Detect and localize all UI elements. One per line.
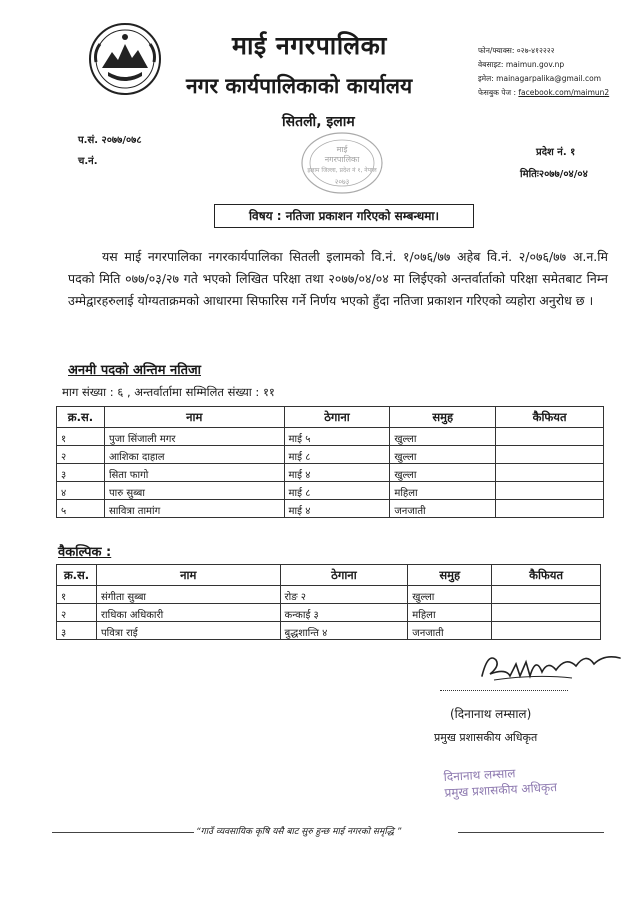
signature-line xyxy=(440,690,568,691)
column-header: नाम xyxy=(104,407,284,428)
facebook-line xyxy=(478,86,609,100)
name-cell: संगीता सुब्बा xyxy=(96,586,280,604)
address-cell: माई ८ xyxy=(284,482,390,500)
address-cell: कन्काई ३ xyxy=(280,604,408,622)
group-cell: खुल्ला xyxy=(408,586,492,604)
subject-box: विषय : नतिजा प्रकाशन गरिएको सम्बन्धमा। xyxy=(214,204,474,228)
serial-cell: ३ xyxy=(57,464,105,482)
table-row xyxy=(57,482,604,500)
signer-title: प्रमुख प्रशासकीय अधिकृत xyxy=(434,731,538,744)
stamp-title: प्रमुख प्रशासकीय अधिकृत xyxy=(444,780,558,800)
remarks-cell xyxy=(496,428,604,446)
column-header: कैफियत xyxy=(496,407,604,428)
column-header: क्र.स. xyxy=(57,407,105,428)
seal-line-4: २०७३ xyxy=(334,178,350,186)
group-cell: खुल्ला xyxy=(390,446,496,464)
remarks-cell xyxy=(492,604,601,622)
table-row xyxy=(57,500,604,518)
serial-cell: २ xyxy=(57,604,97,622)
nepal-emblem-logo xyxy=(88,22,162,96)
patra-sankhya: प.सं. २०७७/०७८ xyxy=(78,135,142,146)
website-text: वेबसाइट: maimun.gov.np xyxy=(478,60,565,69)
table-row xyxy=(57,622,601,640)
footer-rule-right xyxy=(458,832,604,833)
facebook-link[interactable]: facebook.com/maimun2 xyxy=(518,88,610,97)
office-seal-stamp xyxy=(294,130,390,196)
letter-date: मितिः२०७७/०४/०४ xyxy=(520,169,588,180)
name-cell: आशिका दाहाल xyxy=(104,446,284,464)
column-header: ठेगाना xyxy=(284,407,390,428)
final-result-heading: अनमी पदको अन्तिम नतिजा xyxy=(68,363,201,378)
table-row xyxy=(57,446,604,464)
serial-cell: १ xyxy=(57,428,105,446)
alternate-table xyxy=(56,564,601,640)
remarks-cell xyxy=(496,446,604,464)
chalani-number: च.नं. xyxy=(78,156,98,167)
org-name: माई नगरपालिका xyxy=(232,31,387,60)
name-cell: पवित्रा राई xyxy=(96,622,280,640)
email-text: इमेल: mainagarpalika@gmail.com xyxy=(478,74,602,83)
address-cell: रोङ २ xyxy=(280,586,408,604)
handwritten-signature xyxy=(476,646,626,688)
remarks-cell xyxy=(496,500,604,518)
column-header: कैफियत xyxy=(492,565,601,586)
serial-cell: ३ xyxy=(57,622,97,640)
name-cell: पुजा सिंजाली मगर xyxy=(104,428,284,446)
address-cell: माई ५ xyxy=(284,428,390,446)
name-cell: पारु सुब्बा xyxy=(104,482,284,500)
address-cell: माई ८ xyxy=(284,446,390,464)
phone-text: फोन/फ्याक्स: ०२७-४१२२२२ xyxy=(478,46,555,55)
footer-slogan: “गाउँ व्यवसायिक कृषि यसै बाट सुरु हुन्छ माई नगरको समृद्धि ” xyxy=(196,827,402,837)
remarks-cell xyxy=(492,622,601,640)
column-header: समुह xyxy=(390,407,496,428)
province-number: प्रदेश नं. १ xyxy=(536,147,576,158)
serial-cell: २ xyxy=(57,446,105,464)
group-cell: जनजाती xyxy=(408,622,492,640)
table-header-row xyxy=(57,407,604,428)
column-header: नाम xyxy=(96,565,280,586)
contact-block xyxy=(478,44,609,100)
group-cell: महिला xyxy=(408,604,492,622)
name-cell: राधिका अधिकारी xyxy=(96,604,280,622)
office-address: सितली, इलाम xyxy=(282,114,355,130)
address-cell: माई ४ xyxy=(284,464,390,482)
seal-line-3: इलाम जिल्ला, प्रदेश नं १, नेपाल xyxy=(307,167,377,174)
column-header: क्र.स. xyxy=(57,565,97,586)
name-cell: सावित्रा तामांग xyxy=(104,500,284,518)
table-row xyxy=(57,428,604,446)
name-cell: सिता फागो xyxy=(104,464,284,482)
serial-cell: ५ xyxy=(57,500,105,518)
column-header: ठेगाना xyxy=(280,565,408,586)
office-name: नगर कार्यपालिकाको कार्यालय xyxy=(186,74,413,98)
group-cell: खुल्ला xyxy=(390,464,496,482)
table-row xyxy=(57,604,601,622)
final-result-table xyxy=(56,406,604,518)
letter-body: यस माई नगरपालिका नगरकार्यपालिका सितली इलामको वि.नं. १/०७६/७७ अहेब वि.नं. २/०७६/७७ अ.न.मि पदको मिति ०७७/०३/२७ गते भएको लिखित परिक्षा तथा २०७७/०४/०४ मा लिईएको अन्तर्वार्ताको परिक्षा समेतबाट निम्न उम्मेद्वारहरुलाई योग्यताक्रमको आधारमा सिफारिस गर्ने निर्णय भएको हुँदा नतिजा प्रकाशन गरिएको व्यहोरा अनुरोध छ । xyxy=(68,249,608,308)
group-cell: खुल्ला xyxy=(390,428,496,446)
remarks-cell xyxy=(496,482,604,500)
address-cell: माई ४ xyxy=(284,500,390,518)
remarks-cell xyxy=(496,464,604,482)
seal-line-1: माई xyxy=(336,145,348,154)
name-stamp xyxy=(443,763,557,801)
group-cell: महिला xyxy=(390,482,496,500)
group-cell: जनजाती xyxy=(390,500,496,518)
alternate-heading: वैकल्पिक : xyxy=(58,545,112,560)
table-row xyxy=(57,586,601,604)
address-cell: बुद्धशान्ति ४ xyxy=(280,622,408,640)
final-result-meta: माग संख्या : ६ , अन्तर्वार्तामा सम्मिलित संख्या : ११ xyxy=(62,385,275,399)
seal-line-2: नगरपालिका xyxy=(324,155,360,164)
column-header: समुह xyxy=(408,565,492,586)
signer-name: (दिनानाथ लम्साल) xyxy=(450,707,532,721)
footer-rule-left xyxy=(52,832,194,833)
remarks-cell xyxy=(492,586,601,604)
facebook-label: फेसबुक पेज : xyxy=(478,88,517,97)
table-row xyxy=(57,464,604,482)
serial-cell: ४ xyxy=(57,482,105,500)
table-header-row xyxy=(57,565,601,586)
serial-cell: १ xyxy=(57,586,97,604)
stamp-name: दिनानाथ लम्साल xyxy=(443,766,516,784)
